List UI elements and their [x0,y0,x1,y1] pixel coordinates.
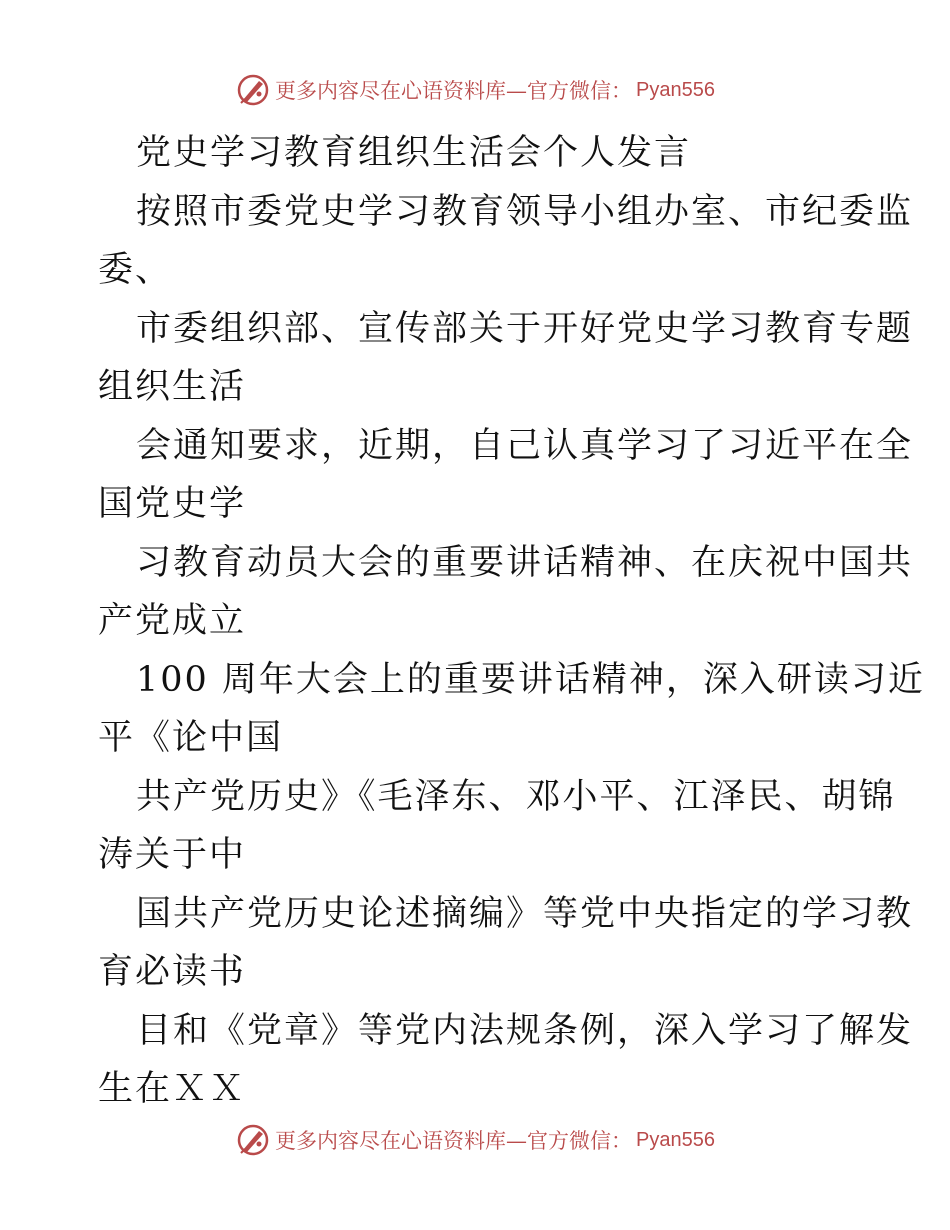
quill-pen-logo-icon [235,72,271,108]
paragraph-line: 市委组织部、宣传部关于开好党史学习教育专题 [136,308,914,349]
paragraph-line: 生在ＸＸ [98,1069,247,1109]
header-watermark-banner [0,70,950,110]
paragraph-line: 委、 [98,250,173,290]
paragraph-line: 平《论中国 [98,718,284,758]
paragraph-line: 育必读书 [98,952,247,992]
banner-text: 更多内容尽在心语资料库—官方微信： [275,79,633,103]
document-title: 党史学习教育组织生活会个人发言 [136,133,692,173]
paragraph-line: 产党成立 [98,601,247,641]
paragraph-line: 组织生活 [98,367,247,407]
banner-text: 更多内容尽在心语资料库—官方微信： [275,1129,633,1153]
paragraph-line: 涛关于中 [98,835,247,875]
quill-pen-logo-icon [235,1122,271,1158]
paragraph-line: 国共产党历史论述摘编》等党中央指定的学习教 [136,893,914,934]
wechat-id: Pyan556 [636,1128,715,1151]
footer-watermark-banner [0,1120,950,1160]
wechat-id: Pyan556 [636,78,715,101]
paragraph-line: 国党史学 [98,484,247,524]
paragraph-line: 目和《党章》等党内法规条例，深入学习了解发 [136,1010,914,1051]
paragraph-line: 100 周年大会上的重要讲话精神，深入研读习近 [136,659,925,700]
paragraph-line: 按照市委党史学习教育领导小组办室、市纪委监 [136,191,914,232]
paragraph-line: 共产党历史》《毛泽东、邓小平、江泽民、胡锦 [136,776,896,817]
paragraph-line: 习教育动员大会的重要讲话精神、在庆祝中国共 [136,542,914,583]
paragraph-line: 会通知要求，近期，自己认真学习了习近平在全 [136,425,914,466]
speech-body [98,124,925,1119]
